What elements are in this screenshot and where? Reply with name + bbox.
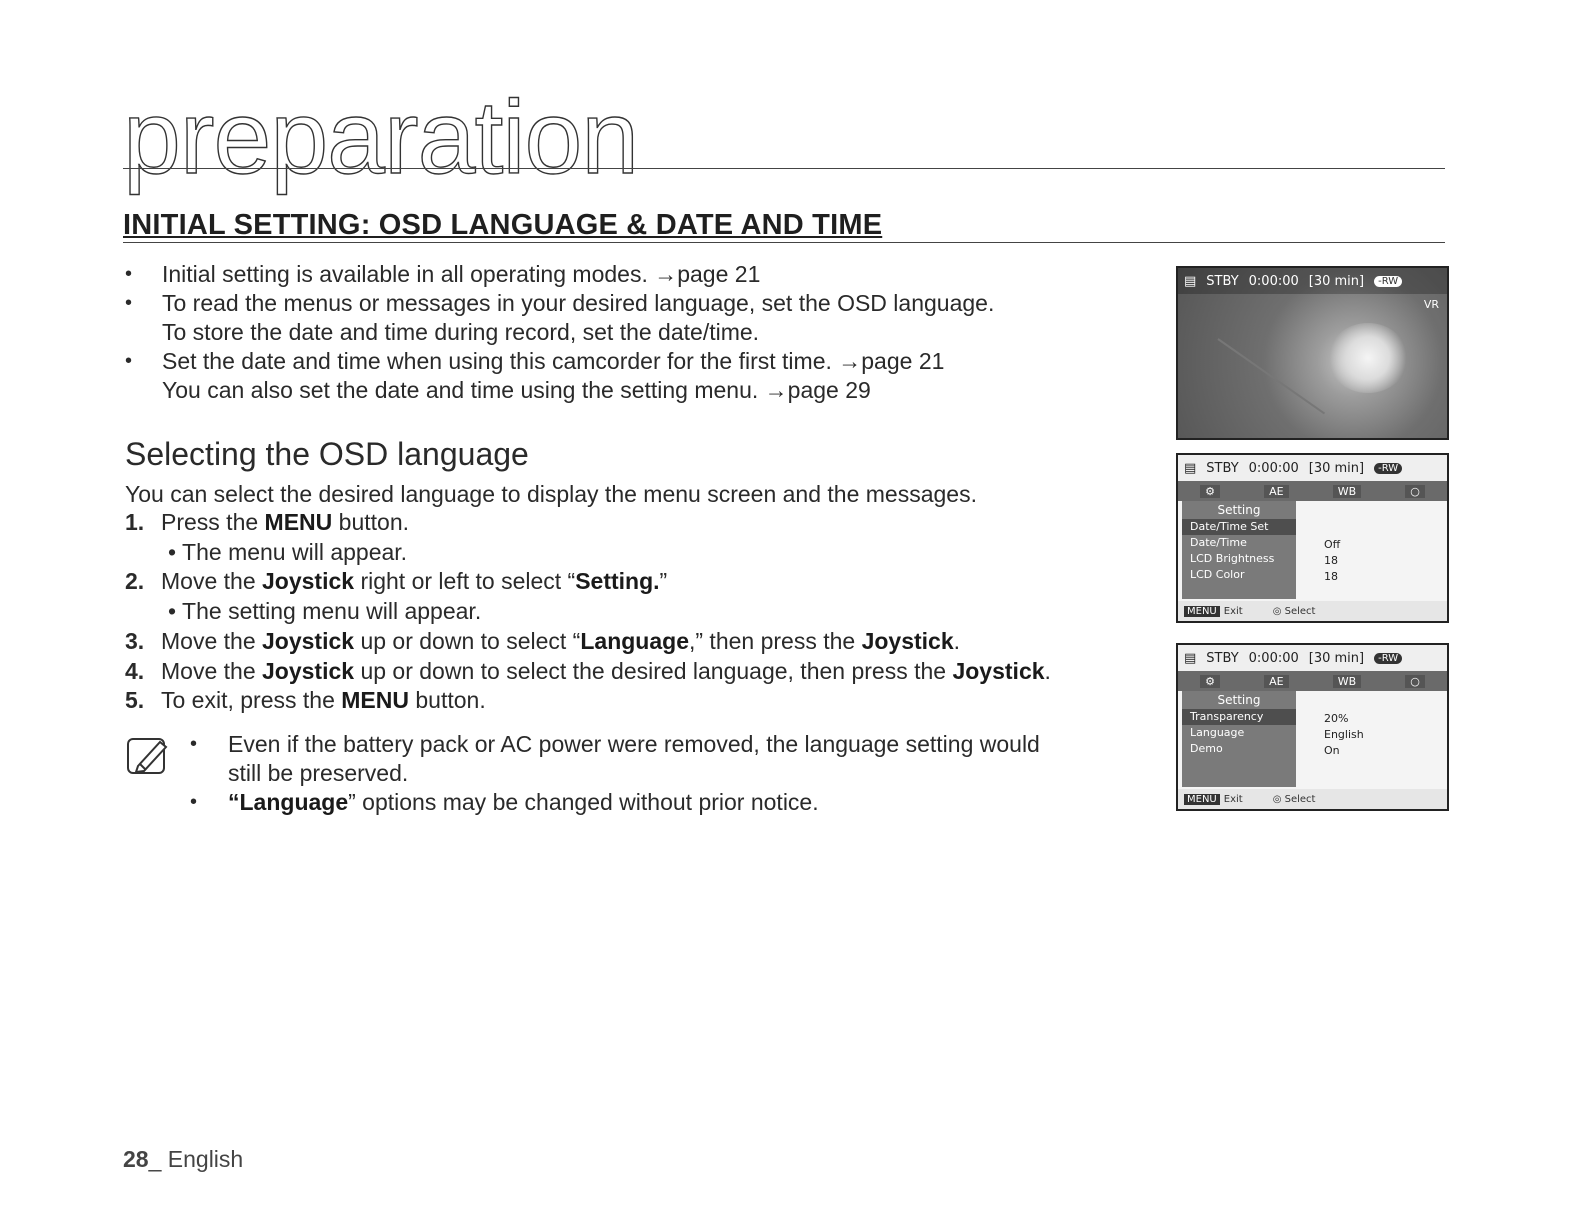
menu-value: On xyxy=(1324,744,1340,757)
tab-icon: ○ xyxy=(1405,485,1425,498)
step-text: up or down to select the desired language, then press the xyxy=(354,657,953,684)
menu-title: Setting xyxy=(1217,693,1261,707)
time-counter: 0:00:00 xyxy=(1248,273,1299,289)
step-keyword: Language xyxy=(580,627,689,654)
disc-badge: -RW xyxy=(1374,653,1402,664)
step-text: ” xyxy=(659,568,668,595)
screen-footer xyxy=(1178,789,1447,809)
step-sub-text: The menu will appear. xyxy=(182,538,408,565)
select-hint: ◎ Select xyxy=(1272,605,1316,617)
menu-item: Date/Time xyxy=(1190,536,1247,549)
intro-text: To read the menus or messages in your desired language, set the OSD language. xyxy=(162,290,995,316)
menu-values xyxy=(1324,537,1340,585)
notes-list xyxy=(190,730,1140,817)
step-3 xyxy=(125,627,1155,657)
remaining-time: [30 min] xyxy=(1308,460,1365,476)
select-label: Select xyxy=(1284,605,1316,617)
menu-item: Date/Time Set xyxy=(1182,519,1296,535)
lead-text: You can select the desired language to display the menu screen and the messages. xyxy=(125,481,977,507)
step-number: 3. xyxy=(125,627,145,654)
intro-text: You can also set the date and time using the setting menu. →page 29 xyxy=(162,377,871,403)
menu-item: Transparency xyxy=(1182,709,1296,725)
chapter-header xyxy=(123,80,1445,196)
step-keyword: Joystick xyxy=(262,657,355,684)
step-text: To exit, press the xyxy=(161,687,342,714)
menu-panel xyxy=(1182,691,1296,787)
intro-item xyxy=(125,347,1125,405)
chapter-rule xyxy=(123,168,1445,169)
section-title: INITIAL SETTING: OSD LANGUAGE & DATE AND TIME xyxy=(123,209,883,241)
step-number: 4. xyxy=(125,657,145,684)
note-item xyxy=(190,788,1140,817)
step-keyword: Joystick xyxy=(262,627,355,654)
camera-icon: ▤ xyxy=(1184,273,1197,289)
bullet-icon: • xyxy=(190,791,198,813)
step-text: button. xyxy=(408,687,486,714)
menu-tag: MENU xyxy=(1184,794,1220,805)
step-2 xyxy=(125,567,1155,597)
status-bar xyxy=(1178,268,1447,294)
menu-tabs xyxy=(1178,671,1447,691)
select-hint: ◎ Select xyxy=(1272,793,1316,805)
step-keyword: MENU xyxy=(264,509,333,535)
intro-text: Initial setting is available in all operating modes. →page 21 xyxy=(162,261,761,287)
intro-text: To store the date and time during record, set the date/time. xyxy=(162,319,760,345)
flower-stem xyxy=(1217,338,1325,414)
camera-icon: ▤ xyxy=(1184,650,1197,666)
tab-ae: AE xyxy=(1264,485,1288,498)
flower-image xyxy=(1328,323,1408,393)
tab-wb: WB xyxy=(1333,675,1361,688)
screen-footer xyxy=(1178,601,1447,621)
menu-tabs xyxy=(1178,481,1447,501)
menu-item: LCD Color xyxy=(1190,568,1245,581)
step-text: . xyxy=(953,627,961,654)
menu-values xyxy=(1324,711,1364,759)
step-text: Move the xyxy=(161,568,262,595)
settings-icon: ⚙ xyxy=(1200,675,1220,688)
menu-item: Demo xyxy=(1190,742,1223,755)
step-keyword: Setting. xyxy=(575,568,660,595)
note-text: ” options may be changed without prior notice. xyxy=(348,789,819,815)
footer-language: _ English xyxy=(148,1146,244,1172)
step-keyword: Joystick xyxy=(952,657,1045,684)
step-number: 2. xyxy=(125,568,145,595)
step-1 xyxy=(125,508,1155,538)
step-1-sub xyxy=(125,538,1155,568)
step-5 xyxy=(125,686,1155,716)
status-bar xyxy=(1178,645,1447,671)
bullet-icon: • xyxy=(125,263,133,285)
menu-value: Off xyxy=(1324,538,1341,551)
menu-value: 18 xyxy=(1324,554,1338,567)
note-keyword: Language xyxy=(239,789,349,815)
menu-title: Setting xyxy=(1217,503,1261,517)
note-quote: “ xyxy=(228,789,240,815)
step-text: right or left to select “ xyxy=(354,568,576,595)
page-footer xyxy=(123,1146,243,1173)
tab-ae: AE xyxy=(1264,675,1288,688)
bullet-icon: • xyxy=(168,538,177,565)
intro-list xyxy=(125,260,1125,405)
note-pencil-icon xyxy=(124,734,172,778)
remaining-time: [30 min] xyxy=(1308,650,1365,666)
step-text: Move the xyxy=(161,627,262,654)
step-2-sub xyxy=(125,597,1155,627)
settings-icon: ⚙ xyxy=(1200,485,1220,498)
bullet-icon: • xyxy=(190,733,198,755)
tab-icon: ○ xyxy=(1405,675,1425,688)
camcorder-screen-language-menu xyxy=(1176,643,1449,811)
menu-item: LCD Brightness xyxy=(1190,552,1275,565)
menu-panel xyxy=(1182,501,1296,599)
menu-value: 18 xyxy=(1324,570,1338,583)
camcorder-screen-setting-menu xyxy=(1176,453,1449,623)
menu-value: English xyxy=(1324,728,1364,741)
page-number: 28 xyxy=(123,1146,149,1172)
step-text: ,” then press the xyxy=(688,627,862,654)
bullet-icon: • xyxy=(168,598,177,625)
intro-text: Set the date and time when using this camcorder for the first time. →page 21 xyxy=(162,348,945,374)
bullet-icon: • xyxy=(125,350,133,372)
step-keyword: Joystick xyxy=(861,627,954,654)
camcorder-screen-standby xyxy=(1176,266,1449,440)
tab-wb: WB xyxy=(1333,485,1361,498)
note-text: Even if the battery pack or AC power were removed, the language setting would xyxy=(228,731,1040,757)
step-4 xyxy=(125,657,1155,687)
disc-badge: -RW xyxy=(1374,463,1402,474)
menu-value: 20% xyxy=(1324,712,1349,725)
step-keyword: Joystick xyxy=(262,568,355,595)
exit-label: Exit xyxy=(1223,793,1243,805)
vr-label: VR xyxy=(1423,298,1439,311)
exit-hint xyxy=(1184,606,1243,617)
chapter-title: preparation xyxy=(123,80,639,196)
step-sub-text: The setting menu will appear. xyxy=(182,598,482,625)
exit-label: Exit xyxy=(1223,605,1243,617)
step-text: button. xyxy=(332,509,410,535)
note-text: still be preserved. xyxy=(228,760,409,786)
note-item xyxy=(190,730,1140,788)
disc-badge: -RW xyxy=(1374,276,1402,287)
section-header xyxy=(123,208,1445,243)
step-text: Press the xyxy=(161,509,265,535)
exit-hint xyxy=(1184,794,1243,805)
steps-list xyxy=(125,508,1155,716)
step-number: 5. xyxy=(125,687,145,714)
mode-label: STBY xyxy=(1206,650,1239,666)
bullet-icon: • xyxy=(125,292,133,314)
step-text: Move the xyxy=(161,657,262,684)
intro-item xyxy=(125,289,1125,347)
intro-item xyxy=(125,260,1125,289)
menu-tag: MENU xyxy=(1184,606,1220,617)
camera-icon: ▤ xyxy=(1184,460,1197,476)
select-label: Select xyxy=(1284,793,1316,805)
mode-label: STBY xyxy=(1206,460,1239,476)
time-counter: 0:00:00 xyxy=(1248,460,1299,476)
step-keyword: MENU xyxy=(341,687,409,714)
remaining-time: [30 min] xyxy=(1308,273,1365,289)
subsection-title: Selecting the OSD language xyxy=(125,436,529,472)
status-bar xyxy=(1178,455,1447,481)
step-text: . xyxy=(1044,657,1051,684)
menu-item: Language xyxy=(1190,726,1245,739)
step-number: 1. xyxy=(125,509,145,535)
time-counter: 0:00:00 xyxy=(1248,650,1299,666)
step-text: up or down to select “ xyxy=(354,627,581,654)
mode-label: STBY xyxy=(1206,273,1239,289)
